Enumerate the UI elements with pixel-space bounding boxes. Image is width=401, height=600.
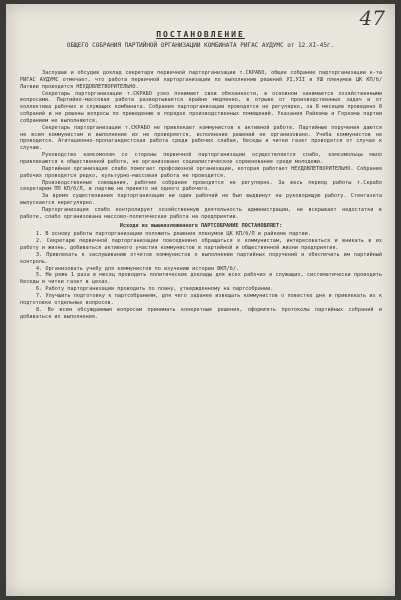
paragraph: Секретарь парторганизации т.СКРАБО узко понимает свои обязанности, в основном занимается хозяйственными вопросами. Партийно-массовая работа развертывается крайне медленно, в отрыве от производственных задач и от коллектива рабочих и служащих комбината. Собрания парторганизации проводятся не регулярно, за 8 месяцев проведено 8 собраний и не решены вопросы по приведению в порядок производственных помещений. Указания Райкома и Горкома партии собранием не выполняются.: [20, 90, 382, 124]
document-title: ПОСТАНОВЛЕНИЕ: [156, 30, 245, 39]
document-subtitle: ОБЩЕГО СОБРАНИЯ ПАРТИЙНОЙ ОРГАНИЗАЦИИ КОМБИНАТА РИГАС АУДУМС от 12.XI-45г.: [66, 42, 335, 49]
paragraph: Партийная организация слабо помогает профсоюзной организации, которая работает НЕУДОВЛЕТВОРИТЕЛЬНО. Собрания рабочих проводятся редко, культурно-массовая работа не проводится.: [20, 165, 382, 179]
resolution-item: 1. В основу работы парторганизации положить решения пленумов ЦК КП/б/Л и райкома партии.: [36, 231, 311, 238]
paragraph: За время существования парторганизации ни один рабочий не был выдвинут на руководящую работу. Стенгазета выпускается нерегулярно.: [20, 193, 382, 207]
paragraph: Секретарь парторганизации т.СКРАБО не привлекает коммунистов к активной работе. Партийные поручения даются не всем коммунистам и выполнение их не проверяется, исполнение решений не организовано. Учеба коммунистов не проводится. Агитационно-пропагандистская работа среди рабочих слабая, беседы и читки газет проводятся от случая к случаю.: [20, 124, 382, 152]
resolution-item: 5. Не реже 1 раза в месяц проводить политические доклады для всех рабочих и служащих, систематически проводить беседы и читки газет в цехах.: [20, 272, 382, 286]
resolution-heading: Исходя из вышеизложенного ПАРТСОБРАНИЕ ПОСТАНОВЛЯЕТ:: [119, 222, 283, 229]
paragraph: Руководство комсомолом со стороны первичной парторганизации осуществляется слабо, комсомольцы мало привлекаются к общественной работе, не организовано социалистическое соревнование среди молодежи.: [20, 152, 382, 165]
folio-number: 47: [359, 6, 385, 30]
resolution-item: 8. Во всем обсуждаемым вопросам принимать конкретные решения, оформлять протоколы партийных собраний и добиваться их выполнения.: [20, 306, 382, 320]
resolution-item: 6. Работу парторганизации проводить по плану, утвержденному на партсобрании.: [36, 286, 274, 293]
resolution-item: 3. Привлекать к заслушиванию отчетов коммунистов о выполнении партийных поручений и обеспечить им партийный контроль.: [20, 251, 382, 265]
resolution-item: 7. Улучшить подготовку к партсобраниям, для чего заранее извещать коммунистов о повестке дня и привлекать их к подготовке отдельных вопросов.: [20, 293, 382, 306]
paragraph: Производственные совещания, рабочие собрания проводятся не регулярно. За весь период работы т.Скрабо секретарем ПП КП/б/Л, в партию не принято ни одного рабочего.: [20, 179, 382, 193]
document-page: [6, 4, 395, 596]
document-body: [20, 70, 382, 590]
resolution-item: 4. Организовать учебу для коммунистов по изучению истории ВКП/б/.: [36, 265, 240, 272]
resolution-item: 2. Секретарю первичной парторганизации повседневно обращаться к коммунистам, интересоваться и вникать в их работу и жизнь, добиваться активного участия коммунистов в партийной и общественной жизни предприятия.: [20, 238, 382, 252]
paragraph: Заслушав и обсудив доклад секретаря первичной парторганизации т.СКРАБО, общее собрание парторганизации к-та РИГАС АУДУМС отмечает, что работа первичной парторганизации по выполнению решений УI,УII и УШ пленумов ЦК КП/б/Латвии проводится НЕУДОВЛЕТВОРИТЕЛЬНО.: [20, 70, 382, 90]
paragraph: Парторганизация слабо контролирует хозяйственную деятельность администрации, не вскрывает недостатки в работе, слабо организована массово-политическая работа на предприятии.: [20, 206, 382, 220]
